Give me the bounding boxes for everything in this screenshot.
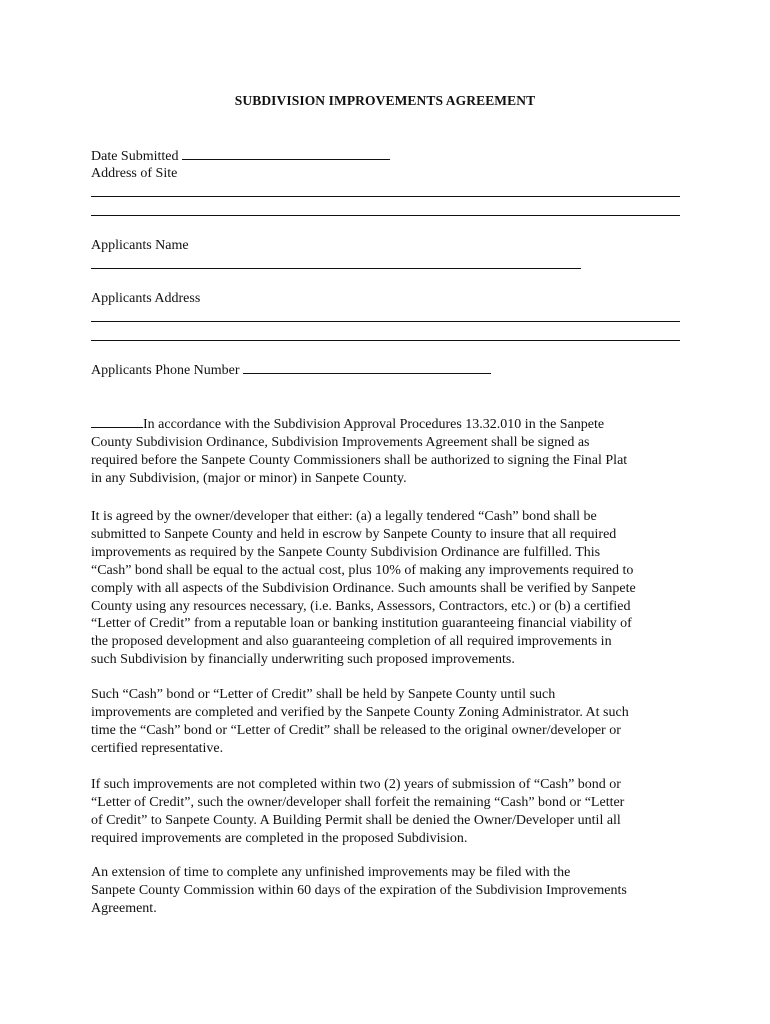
- applicants-address-line-1[interactable]: [91, 321, 680, 322]
- p2-line-6: County using any resources necessary, (i.e. Banks, Assessors, Contractors, etc.) or (b) a certified: [91, 598, 631, 614]
- date-submitted-label: Date Submitted: [91, 149, 179, 164]
- applicants-phone-row: [91, 361, 491, 380]
- paragraph-3: [91, 686, 691, 758]
- p4-line-2: “Letter of Credit”, such the owner/developer shall forfeit the remaining “Cash” bond or “Letter: [91, 794, 625, 810]
- p2-line-4: “Cash” bond shall be equal to the actual cost, plus 10% of making any improvements required to: [91, 562, 634, 578]
- p1-line-4: in any Subdivision, (major or minor) in Sanpete County.: [91, 470, 407, 486]
- applicants-phone-label: Applicants Phone Number: [91, 363, 240, 378]
- p1-line-1: In accordance with the Subdivision Approval Procedures 13.32.010 in the Sanpete: [143, 417, 605, 432]
- p5-line-1: An extension of time to complete any unfinished improvements may be filed with the: [91, 865, 571, 880]
- p2-line-3: improvements as required by the Sanpete County Subdivision Ordinance are fulfilled. This: [91, 544, 601, 560]
- paragraph-5: [91, 864, 691, 918]
- p3-line-4: certified representative.: [91, 740, 224, 756]
- initials-blank[interactable]: [91, 415, 143, 428]
- p2-line-9: such Subdivision by financially underwriting such proposed improvements.: [91, 652, 515, 668]
- applicants-name-label: Applicants Name: [91, 238, 189, 253]
- paragraph-1: [91, 415, 691, 488]
- p3-line-2: improvements are completed and verified by the Sanpete County Zoning Administrator. At such: [91, 704, 629, 720]
- p2-line-1: It is agreed by the owner/developer that either: (a) a legally tendered “Cash” bond shall be: [91, 509, 597, 524]
- applicants-address-line-2[interactable]: [91, 340, 680, 341]
- p3-line-3: time the “Cash” bond or “Letter of Credit” shall be released to the original owner/developer or: [91, 722, 621, 738]
- p4-line-3: of Credit” to Sanpete County. A Building Permit shall be denied the Owner/Developer until all: [91, 812, 621, 828]
- p5-line-3: Agreement.: [91, 900, 157, 916]
- p1-line-3: required before the Sanpete County Commissioners shall be authorized to signing the Final Plat: [91, 452, 628, 468]
- p2-line-8: the proposed development and also guaranteeing completion of all required improvements in: [91, 634, 612, 650]
- applicants-address-label: Applicants Address: [91, 291, 201, 306]
- p1-line-2: County Subdivision Ordinance, Subdivision Improvements Agreement shall be signed as: [91, 434, 590, 450]
- applicants-name-line[interactable]: [91, 268, 581, 269]
- p2-line-2: submitted to Sanpete County and held in escrow by Sanpete County to insure that all required: [91, 526, 617, 542]
- paragraph-4: [91, 776, 691, 848]
- date-submitted-row: [91, 147, 390, 166]
- p4-line-1: If such improvements are not completed within two (2) years of submission of “Cash” bond or: [91, 777, 621, 792]
- applicants-phone-field[interactable]: [243, 361, 491, 374]
- p2-line-5: comply with all aspects of the Subdivision Ordinance. Such amounts shall be verified by Sanpete: [91, 580, 636, 596]
- p5-line-2: Sanpete County Commission within 60 days of the expiration of the Subdivision Improvements: [91, 882, 627, 898]
- document-title: SUBDIVISION IMPROVEMENTS AGREEMENT: [234, 93, 536, 108]
- date-submitted-field[interactable]: [182, 147, 390, 160]
- address-of-site-label: Address of Site: [91, 166, 178, 181]
- p4-line-4: required improvements are completed in the proposed Subdivision.: [91, 830, 468, 846]
- paragraph-2: [91, 508, 691, 669]
- p2-line-7: “Letter of Credit” from a reputable loan or banking institution guaranteeing financial viability of: [91, 616, 632, 632]
- address-of-site-line-1[interactable]: [91, 196, 680, 197]
- address-of-site-line-2[interactable]: [91, 215, 680, 216]
- p3-line-1: Such “Cash” bond or “Letter of Credit” shall be held by Sanpete County until such: [91, 687, 556, 702]
